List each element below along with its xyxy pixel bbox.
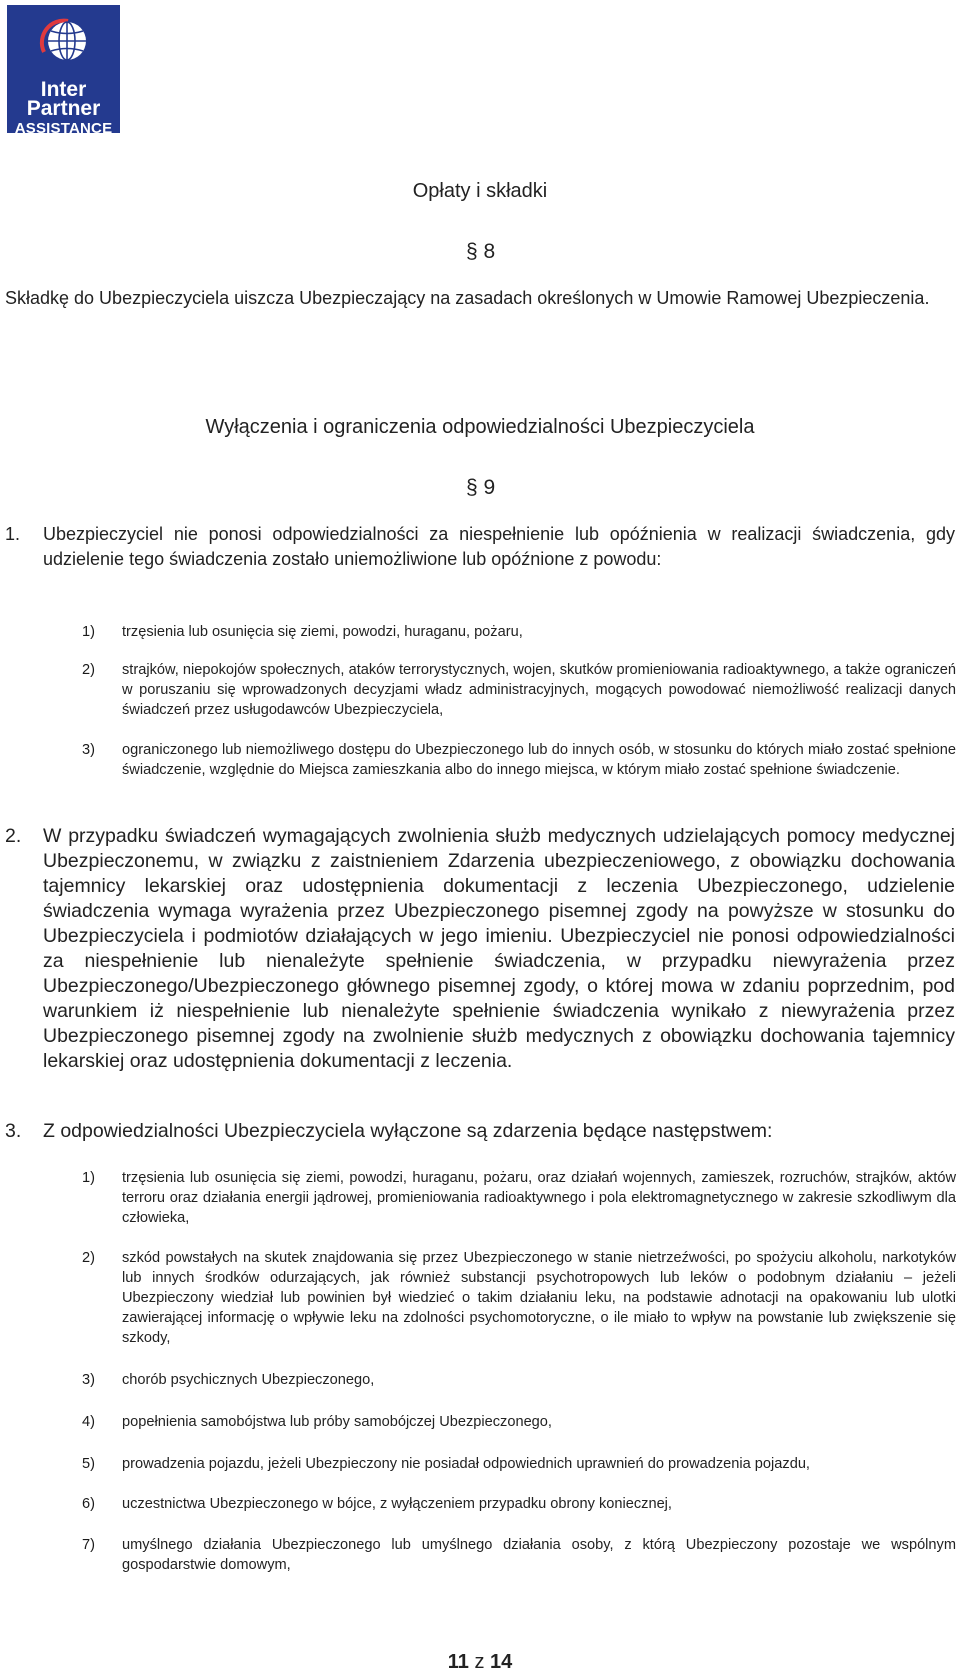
section-heading-exclusions: Wyłączenia i ograniczenia odpowiedzialności Ubezpieczyciela [205, 416, 755, 438]
list-marker: 3) [82, 742, 95, 758]
company-logo [7, 5, 120, 137]
list-marker: 1) [82, 624, 95, 640]
paragraph-number-8: § 8 [466, 240, 496, 263]
total-pages: 14 [490, 1651, 513, 1673]
page-number [0, 1651, 960, 1674]
clause-number-1: 1. [5, 524, 21, 544]
list-marker: 5) [82, 1456, 95, 1472]
list-item-text: umyślnego działania Ubezpieczonego lub umyślnego działania osoby, z którą Ubezpieczony pozostaje we wspólnym gospodarstwie domowym, [122, 1537, 956, 1573]
list-item-text: popełnienia samobójstwa lub próby samobójczej Ubezpieczonego, [122, 1414, 552, 1430]
list-item-text: trzęsienia lub osunięcia się ziemi, powodzi, huraganu, pożaru, [122, 624, 523, 640]
clause-2-text: W przypadku świadczeń wymagających zwolnienia służb medycznych udzielających pomocy medycznej Ubezpieczonemu, w związku z zaistnieniem Zdarzenia ubezpieczeniowego, z obowiązku dochowania tajemnicy lekarskiej oraz udostępnienia dokumentacji z leczenia Ubezpieczonego, udzielenie świadczenia wymaga wyrażenia przez Ubezpieczonego pisemnej zgody na powyższe w stosunku do Ubezpieczyciela i podmiotów działających w jego imieniu. Ubezpieczyciel nie ponosi odpowiedzialności za niespełnienie lub nienależyte spełnienie świadczenia, w przypadku niewyrażenia przez Ubezpieczonego/Ubezpieczonego głównego pisemnej zgody, o której mowa w zdaniu poprzednim, pod warunkiem iż niespełnienie lub nienależyte spełnienie świadczenia wynikało z niewyrażenia przez Ubezpieczonego pisemnej zgody na zwolnienie służb medycznych z obowiązku dochowania tajemnicy lekarskiej oraz udostępnienia dokumentacji z leczenia. [43, 825, 955, 1072]
paragraph-8-text: Składkę do Ubezpieczyciela uiszcza Ubezpieczający na zasadach określonych w Umowie Ramowej Ubezpieczenia. [5, 288, 930, 308]
list-marker: 6) [82, 1496, 95, 1512]
clause-3-text: Z odpowiedzialności Ubezpieczyciela wyłączone są zdarzenia będące następstwem: [43, 1120, 773, 1142]
clause-number-3: 3. [5, 1120, 22, 1142]
list-marker: 3) [82, 1372, 95, 1388]
list-marker: 1) [82, 1170, 95, 1186]
current-page: 11 [447, 1651, 469, 1673]
list-item-text: szkód powstałych na skutek znajdowania się przez Ubezpieczonego w stanie nietrzeźwości, po spożyciu alkoholu, narkotyków lub innych środków odurzających, jak również substancji psychotropowych lub leków o podobnym działaniu – jeżeli Ubezpieczony wiedział lub powinien był wiedzieć o takim działaniu leku, na podstawie adnotacji na opakowaniu lub ulotki zawierającej informację o wpływie leku na zdolności psychomotoryczne, o ile miało to wpływ na powstanie lub zwiększenie się szkody, [122, 1250, 956, 1346]
list-item-text: chorób psychicznych Ubezpieczonego, [122, 1372, 375, 1388]
list-item-text: strajków, niepokojów społecznych, ataków terrorystycznych, wojen, skutków promieniowania radioaktywnego, a także ograniczeń w poruszaniu się wprowadzonych decyzjami władz administracyjnych, mogących powodować niemożliwość realizacji danych świadczeń przez usługodawców Ubezpieczyciela, [122, 662, 956, 718]
clause-number-2: 2. [5, 825, 22, 847]
list-item-text: ograniczonego lub niemożliwego dostępu do Ubezpieczonego lub do innych osób, w stosunku do których miało zostać spełnione świadczenie, względnie do Miejsca zamieszkania albo do innego miejsca, w którym miało zostać spełnione świadczenie. [122, 742, 956, 778]
list-item-text: trzęsienia lub osunięcia się ziemi, powodzi, huraganu, pożaru, oraz działań wojennych, zamieszek, rozruchów, strajków, aktów terroru oraz działania energii jądrowej, promieniowania radioaktywnego i pola elektromagnetycznego w zakresie szkodliwym dla człowieka, [122, 1170, 956, 1226]
list-marker: 2) [82, 662, 95, 678]
list-item-text: prowadzenia pojazdu, jeżeli Ubezpieczony nie posiadał odpowiednich uprawnień do prowadzenia pojazdu, [122, 1456, 810, 1472]
list-item-text: uczestnictwa Ubezpieczonego w bójce, z wyłączeniem przypadku obrony koniecznej, [122, 1496, 672, 1512]
list-marker: 2) [82, 1250, 95, 1266]
list-marker: 7) [82, 1537, 95, 1553]
logo-text-assistance: ASSISTANCE [14, 120, 113, 137]
page-separator: z [474, 1651, 485, 1673]
globe-icon [38, 16, 90, 68]
paragraph-number-9: § 9 [466, 476, 496, 499]
logo-text-inter: Inter [40, 78, 87, 101]
logo-text-partner: Partner [26, 97, 101, 120]
section-heading-fees: Opłaty i składki [412, 180, 548, 202]
clause-1-text: Ubezpieczyciel nie ponosi odpowiedzialności za niespełnienie lub opóźnienia w realizacji świadczenia, gdy udzielenie tego świadczenia zostało uniemożliwione lub opóźnione z powodu: [43, 524, 955, 569]
list-marker: 4) [82, 1414, 95, 1430]
